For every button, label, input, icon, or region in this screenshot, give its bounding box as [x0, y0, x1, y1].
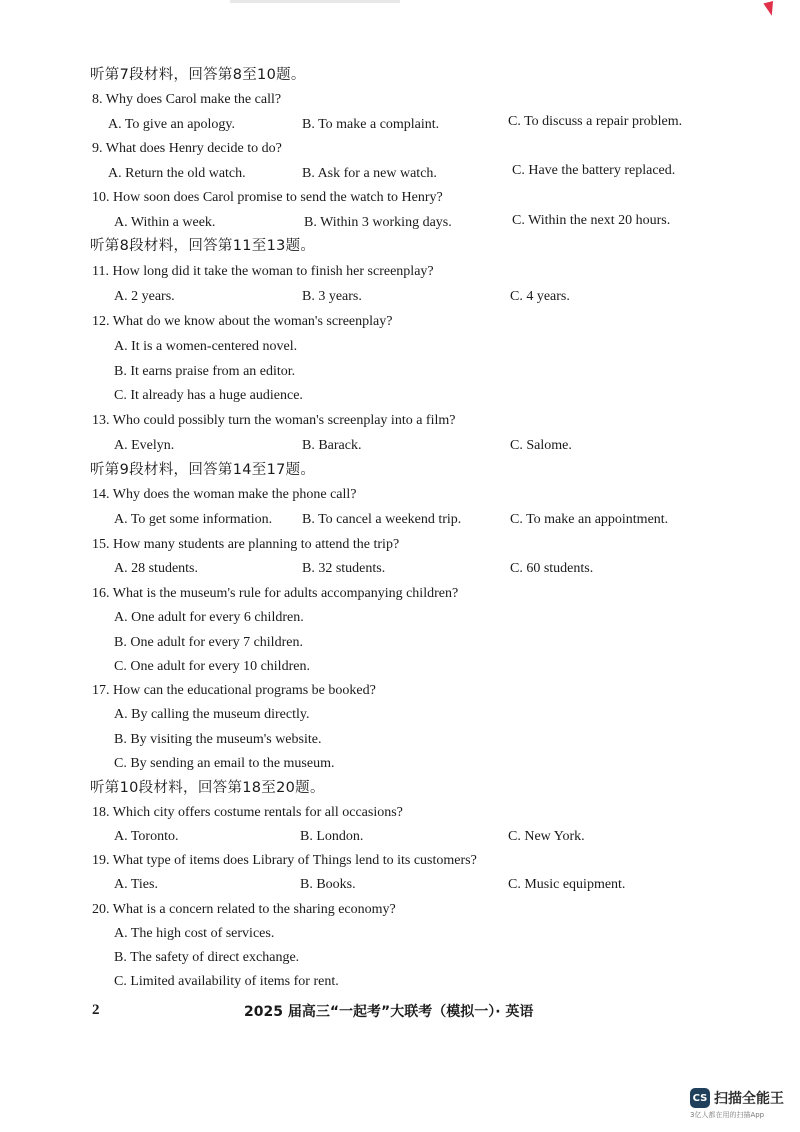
question-14-option-c: C. To make an appointment. — [510, 512, 669, 527]
question-18-option-b: B. London. — [300, 829, 364, 844]
question-10-option-b: B. Within 3 working days. — [304, 215, 452, 230]
camscanner-name: 扫描全能王 — [714, 1091, 784, 1107]
question-18-stem: 18. Which city offers costume rentals for all occasions? — [92, 805, 403, 820]
question-16-option-c: C. One adult for every 10 children. — [114, 659, 310, 674]
question-13-stem: 13. Who could possibly turn the woman's screenplay into a film? — [92, 413, 456, 428]
section-header-7: 听第7段材料，回答第8至10题。 — [90, 67, 306, 83]
question-17-option-a: A. By calling the museum directly. — [114, 707, 310, 722]
question-12-option-a: A. It is a women-centered novel. — [114, 339, 298, 354]
question-20-option-c: C. Limited availability of items for rent. — [114, 974, 339, 989]
camscanner-tagline: 3亿人都在用的扫描App — [690, 1111, 765, 1119]
question-15-option-b: B. 32 students. — [302, 561, 386, 576]
question-20-option-b: B. The safety of direct exchange. — [114, 950, 300, 965]
exam-title: 2025 届高三“一起考”大联考（模拟一）· 英语 — [244, 1004, 534, 1020]
question-20-stem: 20. What is a concern related to the sharing economy? — [92, 902, 396, 917]
section-header-8: 听第8段材料，回答第11至13题。 — [90, 238, 316, 254]
question-14-option-b: B. To cancel a weekend trip. — [302, 512, 462, 527]
question-18-option-a: A. Toronto. — [114, 829, 179, 844]
question-13-option-c: C. Salome. — [510, 438, 572, 453]
question-15-stem: 15. How many students are planning to attend the trip? — [92, 537, 400, 552]
question-8-option-b: B. To make a complaint. — [302, 117, 440, 132]
question-13-option-a: A. Evelyn. — [114, 438, 175, 453]
section-header-9: 听第9段材料，回答第14至17题。 — [90, 462, 316, 478]
question-16-option-a: A. One adult for every 6 children. — [114, 610, 304, 625]
scan-smudge — [230, 0, 400, 3]
question-12-stem: 12. What do we know about the woman's screenplay? — [92, 314, 393, 329]
question-12-option-c: C. It already has a huge audience. — [114, 388, 303, 403]
question-9-stem: 9. What does Henry decide to do? — [92, 141, 282, 156]
question-15-option-a: A. 28 students. — [114, 561, 198, 576]
corner-mark — [763, 1, 776, 17]
question-9-option-c: C. Have the battery replaced. — [512, 163, 676, 178]
question-18-option-c: C. New York. — [508, 829, 585, 844]
question-8-stem: 8. Why does Carol make the call? — [92, 92, 282, 107]
question-10-option-a: A. Within a week. — [114, 215, 216, 230]
question-8-option-a: A. To give an apology. — [108, 117, 235, 132]
question-9-option-a: A. Return the old watch. — [108, 166, 246, 181]
question-8-option-c: C. To discuss a repair problem. — [508, 114, 683, 129]
question-16-stem: 16. What is the museum's rule for adults accompanying children? — [92, 586, 459, 601]
question-19-stem: 19. What type of items does Library of Things lend to its customers? — [92, 853, 477, 868]
question-16-option-b: B. One adult for every 7 children. — [114, 635, 303, 650]
question-13-option-b: B. Barack. — [302, 438, 362, 453]
question-10-option-c: C. Within the next 20 hours. — [512, 213, 671, 228]
question-17-option-b: B. By visiting the museum's website. — [114, 732, 322, 747]
camscanner-logo-icon: CS — [690, 1088, 710, 1108]
question-11-option-c: C. 4 years. — [510, 289, 570, 304]
question-17-option-c: C. By sending an email to the museum. — [114, 756, 335, 771]
question-11-option-a: A. 2 years. — [114, 289, 175, 304]
question-14-stem: 14. Why does the woman make the phone call? — [92, 487, 357, 502]
question-11-option-b: B. 3 years. — [302, 289, 362, 304]
question-19-option-b: B. Books. — [300, 877, 356, 892]
question-15-option-c: C. 60 students. — [510, 561, 594, 576]
section-header-10: 听第10段材料，回答第18至20题。 — [90, 780, 325, 796]
question-19-option-a: A. Ties. — [114, 877, 158, 892]
question-14-option-a: A. To get some information. — [114, 512, 273, 527]
question-17-stem: 17. How can the educational programs be booked? — [92, 683, 376, 698]
question-19-option-c: C. Music equipment. — [508, 877, 626, 892]
question-20-option-a: A. The high cost of services. — [114, 926, 275, 941]
question-12-option-b: B. It earns praise from an editor. — [114, 364, 296, 379]
page-number: 2 — [92, 1002, 100, 1018]
question-11-stem: 11. How long did it take the woman to finish her screenplay? — [92, 264, 434, 279]
question-9-option-b: B. Ask for a new watch. — [302, 166, 437, 181]
question-10-stem: 10. How soon does Carol promise to send the watch to Henry? — [92, 190, 443, 205]
